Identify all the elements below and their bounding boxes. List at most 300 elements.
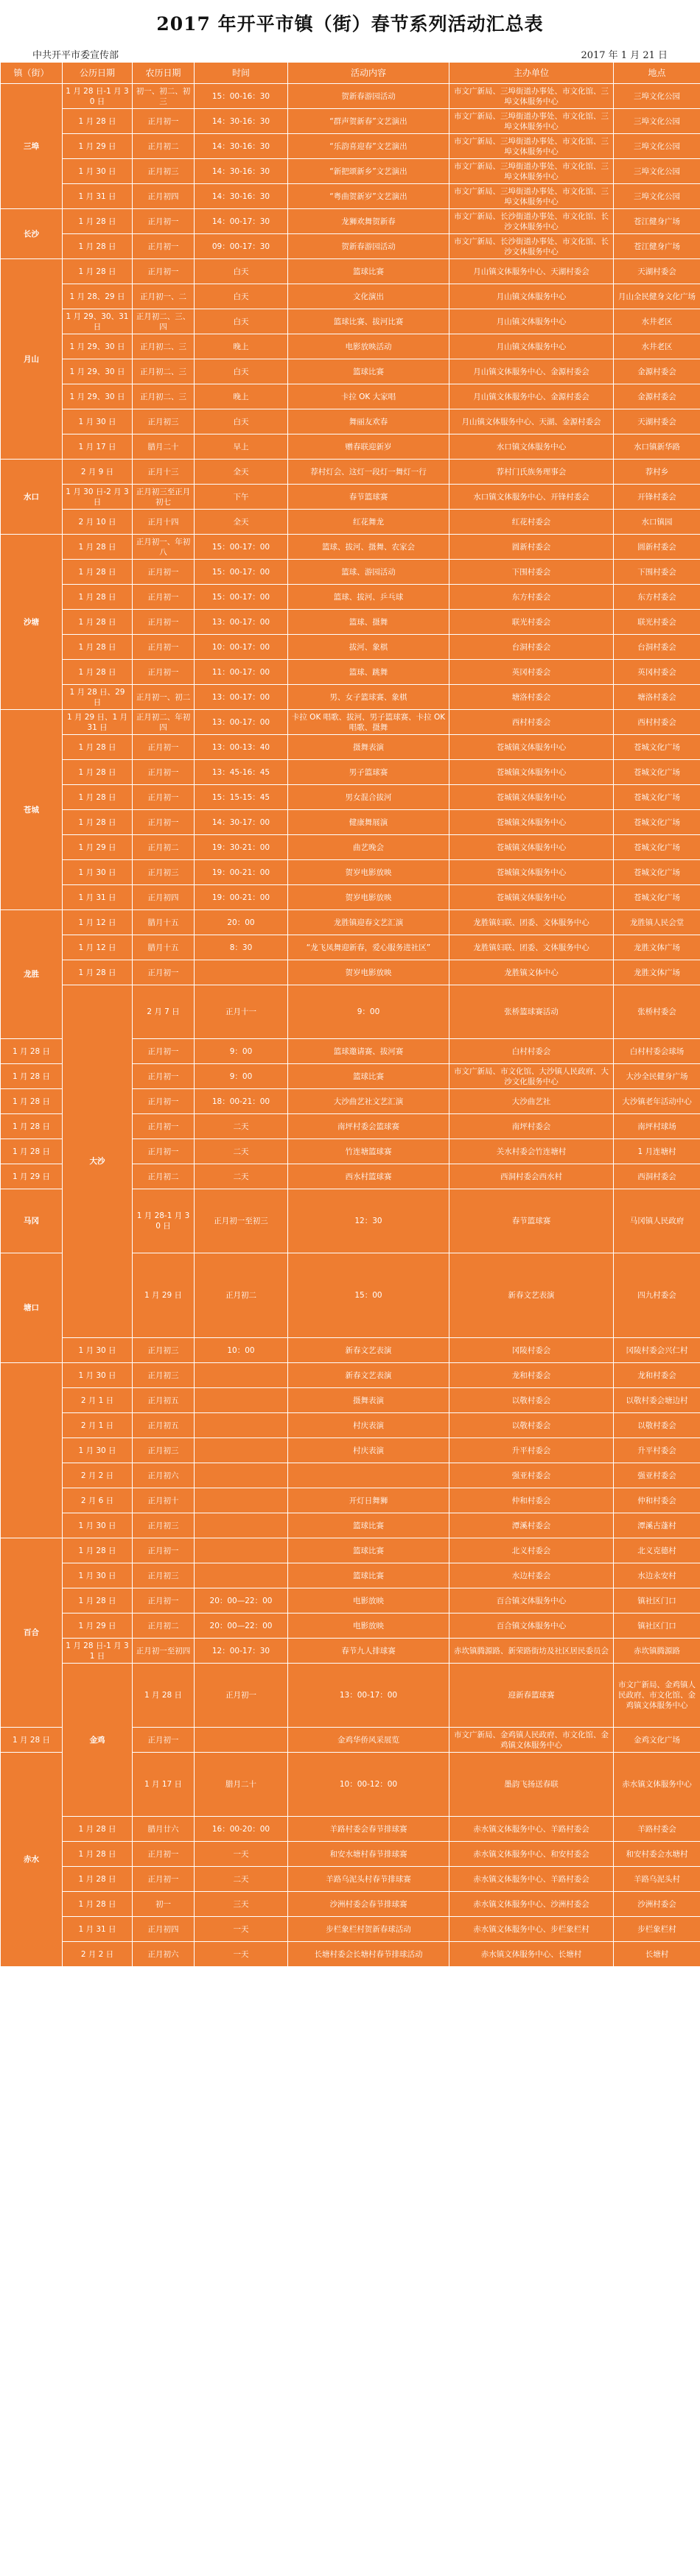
time-cell (195, 1413, 288, 1438)
organizer-cell: 赤水镇文体服务中心、羊路村委会 (449, 1817, 614, 1842)
time-cell: 白天 (195, 284, 288, 309)
activity-cell: 贺岁电影放映 (288, 960, 449, 985)
location-cell: 羊路乌泥头村 (614, 1867, 700, 1892)
activity-cell: 新春文艺表演 (449, 1253, 614, 1338)
solar-date-cell: 1 月 29、30 日 (63, 384, 133, 409)
header-location: 地点 (614, 63, 700, 84)
solar-date-cell: 1 月 31 日 (63, 885, 133, 910)
time-cell: 15：00-16：30 (195, 84, 288, 109)
solar-date-cell: 1 月 28 日 (63, 1817, 133, 1842)
time-cell: 10：00 (195, 1338, 288, 1363)
time-cell: 白天 (195, 359, 288, 384)
lunar-date-cell: 正月初三 (133, 1563, 195, 1588)
table-row (1, 610, 700, 635)
solar-date-cell: 1 月 28 日 (133, 1664, 195, 1728)
table-row (1, 1463, 700, 1488)
location-cell: 1 月连塘村 (614, 1139, 700, 1164)
activity-cell: 南坪村委会篮球赛 (288, 1114, 449, 1139)
lunar-date-cell: 正月初三 (133, 860, 195, 885)
lunar-date-cell: 正月十四 (133, 510, 195, 535)
solar-date-cell: 1 月 28 日 (63, 610, 133, 635)
location-cell: 沙洲村委会 (614, 1892, 700, 1917)
solar-date-cell: 1 月 31 日 (63, 1917, 133, 1942)
activity-cell: 舞丽友欢春 (288, 409, 449, 434)
time-cell: 13：00-17：00 (195, 610, 288, 635)
solar-date-cell: 1 月 28 日 (63, 259, 133, 284)
table-row (1, 1639, 700, 1664)
table-row (1, 409, 700, 434)
organizer-cell: 潭溪村委会 (449, 1513, 614, 1538)
activity-cell: 贺新春游园活动 (288, 84, 449, 109)
organizer-cell: 荐村门氏族务理事会 (449, 460, 614, 485)
lunar-date-cell: 正月初三 (133, 159, 195, 184)
lunar-date-cell: 正月初一 (133, 610, 195, 635)
organizer-cell: 市文广新局、三埠街道办事处、市文化馆、三埠文体服务中心 (449, 184, 614, 209)
location-cell: 以敬村委会 (614, 1413, 700, 1438)
activity-cell: 电影放映 (288, 1588, 449, 1613)
table-row (1, 685, 700, 710)
town-cell: 百合 (1, 1538, 63, 1728)
solar-date-cell: 1 月 28 日 (63, 760, 133, 785)
activity-cell: 曲艺晚会 (288, 835, 449, 860)
table-row (1, 960, 700, 985)
time-cell: 20：00—22：00 (195, 1613, 288, 1639)
location-cell: 白村村委会球场 (614, 1039, 700, 1064)
solar-date-cell: 1 月 28 日 (63, 585, 133, 610)
location-cell: 下围村委会 (614, 560, 700, 585)
activity-cell: 赠春联迎新岁 (288, 434, 449, 460)
organizer-cell: 北义村委会 (449, 1538, 614, 1563)
activity-cell: 西水村篮球赛 (288, 1164, 449, 1189)
location-cell: 大沙全民健身广场 (614, 1064, 700, 1089)
activity-cell: 新春文艺表演 (288, 1363, 449, 1388)
lunar-date-cell: 正月初二 (195, 1253, 288, 1338)
activity-table-body (1, 63, 700, 1967)
location-cell: 水口镇新华路 (614, 434, 700, 460)
solar-date-cell: 1 月 30 日 (63, 860, 133, 885)
lunar-date-cell: 正月初一、年初八 (133, 535, 195, 560)
solar-date-cell: 1 月 28 日-1 月 30 日 (63, 84, 133, 109)
activity-cell: 篮球邀请赛、拔河赛 (288, 1039, 449, 1064)
lunar-date-cell: 正月初三 (133, 1338, 195, 1363)
solar-date-cell: 1 月 30 日 (63, 1563, 133, 1588)
location-cell: 三埠文化公园 (614, 109, 700, 134)
time-cell: 二天 (195, 1164, 288, 1189)
time-cell: 11：00-17：00 (195, 660, 288, 685)
location-cell: 苍城文化广场 (614, 835, 700, 860)
time-cell (195, 1538, 288, 1563)
time-cell: 9：00 (195, 1039, 288, 1064)
organizer-cell: 赤水镇文体服务中心、步栏象栏村 (449, 1917, 614, 1942)
lunar-date-cell: 正月初二 (133, 1613, 195, 1639)
activity-cell: 电影放映活动 (288, 334, 449, 359)
lunar-date-cell: 正月初五 (133, 1388, 195, 1413)
solar-date-cell: 1 月 28 日 (63, 1538, 133, 1563)
time-cell: 白天 (195, 309, 288, 334)
organizer-cell: 以敬村委会 (449, 1413, 614, 1438)
location-cell: 苍城文化广场 (614, 760, 700, 785)
table-row (1, 259, 700, 284)
solar-date-cell: 2 月 9 日 (63, 460, 133, 485)
location-cell: 和安村委会水塘村 (614, 1842, 700, 1867)
location-cell: 长塘村 (614, 1942, 700, 1967)
activity-cell: 篮球比赛 (288, 1513, 449, 1538)
lunar-date-cell: 初一 (133, 1892, 195, 1917)
location-cell: 赤坎镇腾源路 (614, 1639, 700, 1664)
organizer-cell: 龙胜镇妇联、团委、文体服务中心 (449, 935, 614, 960)
location-cell: 龙和村委会 (614, 1363, 700, 1388)
solar-date-cell: 1 月 30 日 (63, 1338, 133, 1363)
table-row (1, 810, 700, 835)
solar-date-cell: 1 月 28 日 (1, 1139, 63, 1164)
solar-date-cell: 1 月 12 日 (63, 935, 133, 960)
organizer-cell: 月山镇文体服务中心 (449, 334, 614, 359)
town-cell: 三埠 (1, 84, 63, 209)
location-cell: 西村村委会 (614, 710, 700, 735)
time-cell: 白天 (195, 259, 288, 284)
table-row (1, 134, 700, 159)
table-row (1, 1363, 700, 1388)
organizer-cell: 台洞村委会 (449, 635, 614, 660)
table-row (1, 510, 700, 535)
time-cell: 13：00-17：00 (195, 685, 288, 710)
solar-date-cell: 2 月 2 日 (63, 1942, 133, 1967)
table-row (1, 860, 700, 885)
solar-date-cell: 1 月 28 日 (63, 810, 133, 835)
location-cell: 天湖村委会 (614, 409, 700, 434)
location-cell: 水边永安村 (614, 1563, 700, 1588)
town-cell: 龙胜 (1, 910, 63, 1039)
time-cell: 19：00-21：00 (195, 885, 288, 910)
time-cell: 8：30 (195, 935, 288, 960)
activity-cell: 篮球、拔河、乒乓球 (288, 585, 449, 610)
location-cell: 西洞村委会 (614, 1164, 700, 1189)
organizer-cell: 赤水镇文体服务中心、羊路村委会 (449, 1867, 614, 1892)
time-cell (195, 1728, 288, 1753)
solar-date-cell: 1 月 28 日 (1, 1114, 63, 1139)
solar-date-cell: 1 月 30 日 (63, 1438, 133, 1463)
organizer-cell: 赤水镇文体服务中心 (614, 1753, 700, 1817)
time-cell: 15：00-17：00 (195, 535, 288, 560)
time-cell: 13：00-17：00 (195, 710, 288, 735)
organizer-cell: 市文广新局、三埠街道办事处、市文化馆、三埠文体服务中心 (449, 109, 614, 134)
location-cell: 仲和村委会 (614, 1488, 700, 1513)
header-organizer: 主办单位 (449, 63, 614, 84)
table-row (1, 434, 700, 460)
organizer-cell: 白村村委会 (449, 1039, 614, 1064)
location-cell: 苍江健身广场 (614, 234, 700, 259)
solar-date-cell: 1 月 28 日 (63, 785, 133, 810)
location-cell: 水井老区 (614, 334, 700, 359)
location-cell: 羊路村委会 (614, 1817, 700, 1842)
solar-date-cell: 1 月 30 日 (63, 409, 133, 434)
organizer-cell: 苍城镇文体服务中心 (449, 785, 614, 810)
lunar-date-cell: 正月初一 (133, 785, 195, 810)
time-cell: 13：00-17：00 (288, 1664, 449, 1728)
lunar-date-cell: 正月初一 (133, 585, 195, 610)
activity-cell: 步栏象栏村贺新春球活动 (288, 1917, 449, 1942)
solar-date-cell: 1 月 28 日 (1, 1089, 63, 1114)
lunar-date-cell: 正月初三至正月初七 (133, 485, 195, 510)
lunar-date-cell: 正月初一 (195, 1664, 288, 1728)
activity-cell: 村庆表演 (288, 1438, 449, 1463)
organizer-cell: 英冈村委会 (449, 660, 614, 685)
solar-date-cell: 2 月 10 日 (63, 510, 133, 535)
time-cell: 13：00-13：40 (195, 735, 288, 760)
organizer-cell: 市文广新局、长沙街道办事处、市文化馆、长沙文体服务中心 (449, 209, 614, 234)
time-cell: 一天 (195, 1942, 288, 1967)
time-cell (195, 960, 288, 985)
time-cell: 一天 (195, 1842, 288, 1867)
solar-date-cell: 1 月 28 日 (63, 960, 133, 985)
solar-date-cell: 1 月 30 日 (63, 1363, 133, 1388)
lunar-date-cell: 正月十一 (195, 985, 288, 1039)
lunar-date-cell: 正月初一 (133, 259, 195, 284)
location-cell: 天湖村委会 (614, 259, 700, 284)
lunar-date-cell: 正月初一 (133, 1588, 195, 1613)
lunar-date-cell: 正月初一 (133, 1867, 195, 1892)
activity-cell: “新把颂新乡”文艺演出 (288, 159, 449, 184)
location-cell: 三埠文化公园 (614, 184, 700, 209)
publish-date: 2017 年 1 月 21 日 (581, 50, 668, 61)
activity-cell: 村庆表演 (288, 1413, 449, 1438)
activity-cell: 篮球比赛 (288, 259, 449, 284)
organizer-cell: 东方村委会 (449, 585, 614, 610)
lunar-date-cell: 正月初一 (133, 1139, 195, 1164)
location-cell: 开锋村委会 (614, 485, 700, 510)
table-row (1, 1538, 700, 1563)
activity-cell: 沙洲村委会春节排球赛 (288, 1892, 449, 1917)
location-cell: 金源村委会 (614, 359, 700, 384)
activity-cell: 文化演出 (288, 284, 449, 309)
lunar-date-cell: 正月初二、三 (133, 384, 195, 409)
time-cell: 9：00 (195, 1064, 288, 1089)
organizer-cell: 苍城镇文体服务中心 (449, 860, 614, 885)
time-cell: 19：30-21：00 (195, 835, 288, 860)
location-cell: 月山全民健身文化广场 (614, 284, 700, 309)
lunar-date-cell: 正月初一 (133, 760, 195, 785)
town-cell: 苍城 (1, 710, 63, 910)
activity-cell: 龙胜镇迎春文艺汇演 (288, 910, 449, 935)
table-row (1, 460, 700, 485)
time-cell: 14：30-16：30 (195, 184, 288, 209)
solar-date-cell: 1 月 28-1 月 30 日 (133, 1189, 195, 1253)
lunar-date-cell: 正月初四 (133, 184, 195, 209)
organizer-cell: 市文广新局、三埠街道办事处、市文化馆、三埠文体服务中心 (449, 134, 614, 159)
table-row (1, 1588, 700, 1613)
lunar-date-cell: 正月初二、三 (133, 359, 195, 384)
time-cell: 下午 (195, 485, 288, 510)
activity-cell (288, 1463, 449, 1488)
page-title: 2017 年开平市镇（街）春节系列活动汇总表 (156, 13, 544, 35)
activity-cell: 男女混合拔河 (288, 785, 449, 810)
location-cell: 东方村委会 (614, 585, 700, 610)
activity-cell: 春节篮球赛 (449, 1189, 614, 1253)
lunar-date-cell: 正月初一 (133, 810, 195, 835)
time-cell: 18：00-21：00 (195, 1089, 288, 1114)
activity-cell: “乐韵喜迎春”文艺演出 (288, 134, 449, 159)
organizer-cell: 联光村委会 (449, 610, 614, 635)
solar-date-cell: 1 月 28 日 (63, 209, 133, 234)
time-cell: 14：30-17：00 (195, 810, 288, 835)
location-cell: 苍城文化广场 (614, 885, 700, 910)
time-cell: 10：00-12：00 (288, 1753, 449, 1817)
table-row (1, 835, 700, 860)
table-row (1, 1438, 700, 1463)
table-row (1, 109, 700, 134)
lunar-date-cell: 正月初一 (133, 1114, 195, 1139)
organizer-cell: 西洞村委会西水村 (449, 1164, 614, 1189)
organizer-cell: 以敬村委会 (449, 1388, 614, 1413)
lunar-date-cell: 正月初十 (133, 1488, 195, 1513)
organizer-cell: 赤水镇文体服务中心、和安村委会 (449, 1842, 614, 1867)
table-row (1, 1917, 700, 1942)
lunar-date-cell: 正月初三 (133, 1363, 195, 1388)
activity-cell: 春节篮球赛 (288, 485, 449, 510)
activity-cell: 篮球、跳舞 (288, 660, 449, 685)
location-cell: 苍城文化广场 (614, 810, 700, 835)
solar-date-cell: 1 月 12 日 (63, 910, 133, 935)
activity-cell: 羊路村委会春节排球赛 (288, 1817, 449, 1842)
lunar-date-cell: 正月初一 (133, 560, 195, 585)
lunar-date-cell: 正月初一 (133, 635, 195, 660)
activity-cell: 摄舞表演 (288, 1388, 449, 1413)
lunar-date-cell: 正月初二 (133, 835, 195, 860)
organizer-cell: 市文广新局、市文化馆、大沙镇人民政府、大沙文化服务中心 (449, 1064, 614, 1089)
time-cell: 14：30-16：30 (195, 109, 288, 134)
organizer-cell: 市文广新局、三埠街道办事处、市文化馆、三埠文体服务中心 (449, 84, 614, 109)
header-solar-date: 公历日期 (63, 63, 133, 84)
location-cell: 龙胜文体广场 (614, 960, 700, 985)
organizer-cell: 月山镇文体服务中心、天湖村委会 (449, 259, 614, 284)
lunar-date-cell: 正月初二、三 (133, 334, 195, 359)
organizer-cell: 苍城镇文体服务中心 (449, 835, 614, 860)
organizer-cell: 水口镇文体服务中心 (449, 434, 614, 460)
time-cell: 16：00-20：00 (195, 1817, 288, 1842)
activity-cell: 金鸡华侨风采展览 (288, 1728, 449, 1753)
table-row (1, 209, 700, 234)
activity-cell: 长塘村委会长塘村春节排球活动 (288, 1942, 449, 1967)
time-cell: 全天 (195, 510, 288, 535)
time-cell: 15：00-17：00 (195, 585, 288, 610)
organizer-cell: 赤水镇文体服务中心、长塘村 (449, 1942, 614, 1967)
solar-date-cell: 1 月 30 日 (63, 1513, 133, 1538)
activity-cell: 篮球比赛、拔河比赛 (288, 309, 449, 334)
organizer-cell: 升平村委会 (449, 1438, 614, 1463)
activity-cell: 篮球、游园活动 (288, 560, 449, 585)
table-row (1, 735, 700, 760)
organizer-cell: 塘洛村委会 (449, 685, 614, 710)
table-row (1, 1488, 700, 1513)
solar-date-cell: 2 月 1 日 (63, 1413, 133, 1438)
solar-date-cell: 1 月 29 日 (63, 1613, 133, 1639)
solar-date-cell: 1 月 28 日 (63, 1588, 133, 1613)
table-row (1, 309, 700, 334)
activity-cell: 龙狮欢舞贺新春 (288, 209, 449, 234)
table-row (1, 885, 700, 910)
activity-cell: “群声贺新春”文艺演出 (288, 109, 449, 134)
time-cell: 12：30 (288, 1189, 449, 1253)
solar-date-cell: 1 月 28 日 (1, 1039, 63, 1064)
lunar-date-cell: 腊月二十 (133, 434, 195, 460)
organizer-cell: 百合镇文体服务中心 (449, 1613, 614, 1639)
location-cell: 三埠文化公园 (614, 134, 700, 159)
solar-date-cell: 1 月 28 日 (63, 1892, 133, 1917)
time-cell: 二天 (195, 1114, 288, 1139)
activity-cell: 新春文艺表演 (288, 1338, 449, 1363)
organizer-cell: 赤坎镇腾源路、新荣路街坊及社区居民委员会 (449, 1639, 614, 1664)
table-row (1, 635, 700, 660)
organizer-cell: 市文广新局、金鸡镇人民政府、市文化馆、金鸡镇文体服务中心 (614, 1664, 700, 1728)
table-row (1, 985, 700, 1039)
organizer-cell: 冈陵村委会 (449, 1338, 614, 1363)
organizer-cell: 红花村委会 (449, 510, 614, 535)
organizer-cell: 四九村委会 (614, 1253, 700, 1338)
lunar-date-cell: 正月初二、年初四 (133, 710, 195, 735)
location-cell: 龙胜文体广场 (614, 935, 700, 960)
organizer-cell: 市文广新局、长沙街道办事处、市文化馆、长沙文体服务中心 (449, 234, 614, 259)
activity-cell: 开灯日舞狮 (288, 1488, 449, 1513)
time-cell: 13：45-16：45 (195, 760, 288, 785)
lunar-date-cell: 正月初一、初二 (133, 685, 195, 710)
time-cell (195, 1463, 288, 1488)
table-row (1, 284, 700, 309)
organizer-cell: 龙胜镇文体中心 (449, 960, 614, 985)
location-cell: 镇社区门口 (614, 1613, 700, 1639)
solar-date-cell: 2 月 2 日 (63, 1463, 133, 1488)
lunar-date-cell: 正月初一 (133, 1039, 195, 1064)
solar-date-cell: 2 月 7 日 (133, 985, 195, 1039)
location-cell: 水口镇园 (614, 510, 700, 535)
organizer-cell: 月山镇文体服务中心、金源村委会 (449, 384, 614, 409)
organizer-cell: 市文广新局、金鸡镇人民政府、市文化馆、金鸡镇文体服务中心 (449, 1728, 614, 1753)
organizer-cell: 月山镇文体服务中心、天湖、金源村委会 (449, 409, 614, 434)
lunar-date-cell: 正月初一 (133, 109, 195, 134)
solar-date-cell: 1 月 30 日-2 月 3 日 (63, 485, 133, 510)
town-cell: 马冈 (1, 1189, 63, 1253)
table-row (1, 234, 700, 259)
time-cell: 三天 (195, 1892, 288, 1917)
town-cell: 水口 (1, 460, 63, 535)
time-cell: 14：30-16：30 (195, 134, 288, 159)
organizer-cell: 西村村委会 (449, 710, 614, 735)
activity-cell: “龙飞凤舞迎新春，爱心服务进社区” (288, 935, 449, 960)
lunar-date-cell: 正月初三 (133, 1438, 195, 1463)
time-cell: 20：00—22：00 (195, 1588, 288, 1613)
lunar-date-cell: 正月初一 (133, 209, 195, 234)
table-row (1, 1817, 700, 1842)
solar-date-cell: 1 月 29、30 日 (63, 359, 133, 384)
activity-cell: 墨韵飞扬送春联 (449, 1753, 614, 1817)
solar-date-cell: 1 月 17 日 (63, 434, 133, 460)
location-cell: 南坪村球场 (614, 1114, 700, 1139)
activity-cell: 卡拉 OK 唱歌、拔河、男子篮球赛、卡拉 OK 唱歌、摄舞 (288, 710, 449, 735)
location-cell: 冈陵村委会兴仁村 (614, 1338, 700, 1363)
table-row (1, 485, 700, 510)
table-row (1, 535, 700, 560)
subtitle-line (0, 44, 700, 62)
location-cell: 台洞村委会 (614, 635, 700, 660)
organizer-cell: 强亚村委会 (449, 1463, 614, 1488)
solar-date-cell: 1 月 28 日 (1, 1064, 63, 1089)
organizer-cell: 水边村委会 (449, 1563, 614, 1588)
solar-date-cell: 1 月 28 日-1 月 31 日 (63, 1639, 133, 1664)
location-cell: 苍城文化广场 (614, 735, 700, 760)
lunar-date-cell: 正月初一 (133, 1842, 195, 1867)
organizer-cell: 大沙曲艺社 (449, 1089, 614, 1114)
table-row (1, 785, 700, 810)
solar-date-cell: 1 月 29 日 (63, 134, 133, 159)
